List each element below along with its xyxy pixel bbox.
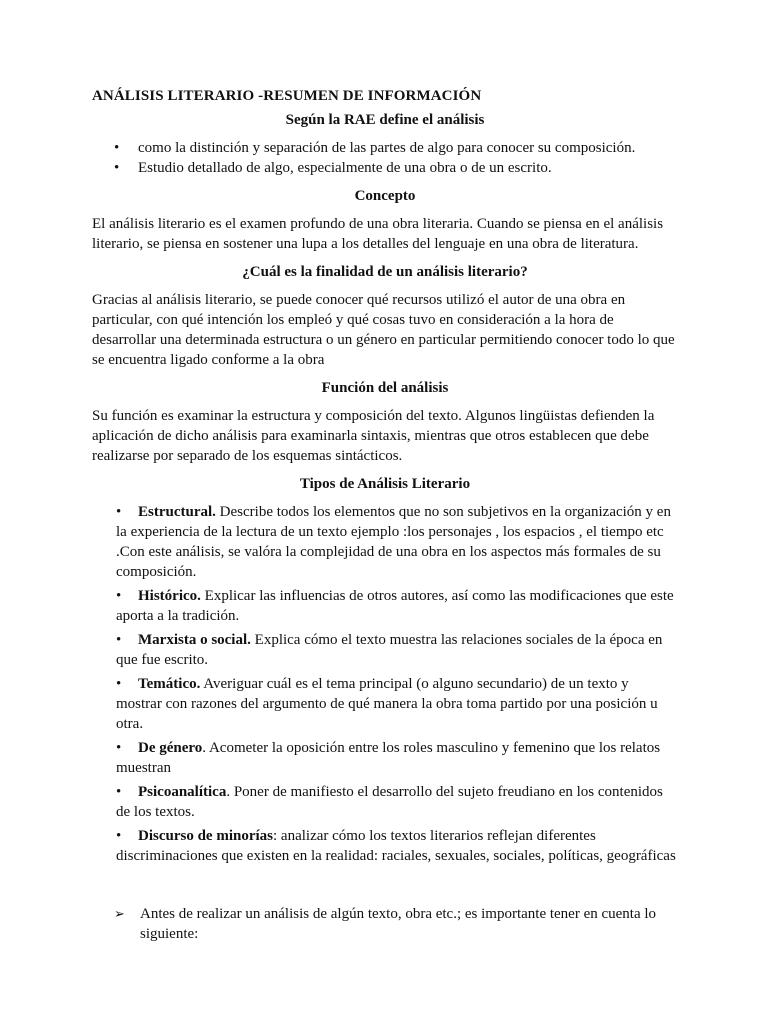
- type-term: Psicoanalítica: [138, 784, 227, 800]
- type-description: Averiguar cuál es el tema principal (o alguno secundario) de un texto y mostrar con razones del argumento de qué manera la obra toma partido por una posición u otra.: [116, 676, 658, 732]
- final-note-text: Antes de realizar un análisis de algún texto, obra etc.; es importante tener en cuenta lo siguiente:: [140, 906, 657, 942]
- type-description: : analizar cómo los textos literarios reflejan diferentes discriminaciones que existen en la realidad: raciales, sexuales, sociales, políticas, geográficas: [116, 828, 676, 864]
- rae-heading: Según la RAE define el análisis: [285, 112, 485, 128]
- finalidad-paragraph: Gracias al análisis literario, se puede conocer qué recursos utilizó el autor de una obra en particular, con qué intención los empleó y qué cosas tuvo en consideración a la hora de desarrollar una determinada estructura o un género en particular permitiendo conocer todo lo que se encuentra ligado conforme a la obra: [92, 292, 675, 368]
- bullet-icon: •: [114, 160, 120, 176]
- bullet-icon: •: [116, 632, 122, 648]
- bullet-icon: •: [116, 740, 122, 756]
- list-item: [116, 630, 678, 670]
- type-term: Discurso de minorías: [138, 828, 273, 844]
- concepto-paragraph: El análisis literario es el examen profundo de una obra literaria. Cuando se piensa en el análisis literario, se piensa en sostener una lupa a los detalles del lenguaje en una obra de literatura.: [92, 216, 664, 252]
- bullet-icon: •: [116, 504, 122, 520]
- type-term: Estructural.: [138, 504, 216, 520]
- arrow-bullet-icon: ➢: [114, 906, 125, 921]
- funcion-paragraph: Su función es examinar la estructura y composición del texto. Algunos lingüistas defienden la aplicación de dicho análisis para examinarla sintaxis, mientras que otros establecen que debe realizarse por separado de los esquemas sintácticos.: [92, 408, 655, 464]
- bullet-icon: •: [116, 588, 122, 604]
- list-item: • Estudio detallado de algo, especialmente de una obra o de un escrito.: [114, 160, 552, 176]
- list-item: [116, 674, 678, 734]
- list-item: • como la distinción y separación de las partes de algo para conocer su composición.: [114, 140, 636, 156]
- type-term: Histórico.: [138, 588, 201, 604]
- bullet-icon: •: [116, 828, 122, 844]
- funcion-heading: Función del análisis: [321, 380, 449, 396]
- rae-definition-list: [92, 138, 678, 178]
- type-description: Explicar las influencias de otros autores, así como las modificaciones que este aporta a la tradición.: [116, 588, 674, 624]
- bullet-icon: •: [116, 784, 122, 800]
- bullet-icon: •: [116, 676, 122, 692]
- type-description: . Acometer la oposición entre los roles masculino y femenino que los relatos muestran: [116, 740, 661, 776]
- list-item: [116, 782, 678, 822]
- type-description: . Poner de manifiesto el desarrollo del sujeto freudiano en los contenidos de los textos.: [116, 784, 663, 820]
- bullet-icon: •: [114, 140, 120, 156]
- type-term: Temático.: [138, 676, 201, 692]
- concepto-heading: Concepto: [354, 188, 416, 204]
- list-item: [116, 738, 678, 778]
- type-term: Marxista o social.: [138, 632, 251, 648]
- tipos-heading: Tipos de Análisis Literario: [299, 476, 471, 492]
- type-description: Explica cómo el texto muestra las relaciones sociales de la época en que fue escrito.: [116, 632, 663, 668]
- final-note: [92, 904, 678, 944]
- list-item: [116, 826, 678, 866]
- type-description: Describe todos los elementos que no son subjetivos en la organización y en la experiencia de la lectura de un texto ejemplo :los personajes , los espacios , el tiempo etc .Con este análisis, se valóra la complejidad de una obra en los aspectos más formales de su composición.: [116, 504, 671, 580]
- document-title: ANÁLISIS LITERARIO -RESUMEN DE INFORMACIÓN: [92, 88, 482, 104]
- tipos-list: [92, 502, 678, 866]
- finalidad-heading: ¿Cuál es la finalidad de un análisis literario?: [242, 264, 528, 280]
- list-item: [116, 502, 678, 582]
- type-term: De género: [138, 740, 203, 756]
- list-item: [116, 586, 678, 626]
